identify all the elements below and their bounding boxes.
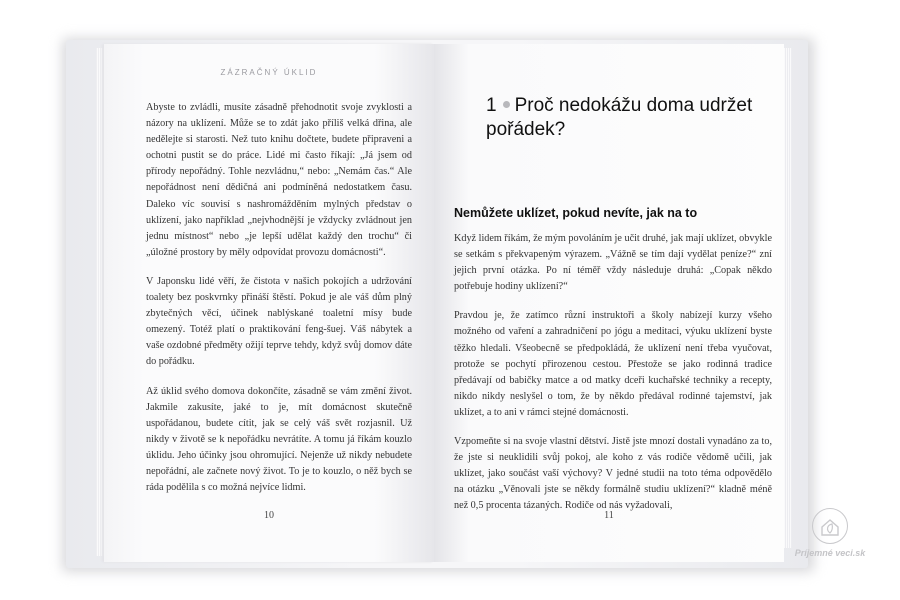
left-page [104, 44, 434, 562]
bullet-dot-icon [503, 101, 510, 108]
chapter-title [486, 94, 766, 142]
leaf-house-icon [812, 508, 848, 544]
running-head: ZÁZRAČNÝ ÚKLID [220, 68, 318, 77]
paragraph: Až úklid svého domova dokončíte, zásadně se vám změní život. Jakmile zakusíte, jaké to je, mít domácnost skutečně uspořádanou, budete cítit, jak se celý váš svět rozjasnil. Už nikdy v životě se k nepořádku nevrátíte. A tomu já říkám kouzlo úklidu. Jeho účinky jsou ohromující. Nejenže už nikdy nebudete nepořádní, ale začnete nový život. To je to kouzlo, o něž bych se ráda podělila s co možná nejvíce lidmi. [146, 385, 412, 494]
paragraph: Abyste to zvládli, musíte zásadně přehodnotit svoje zvyklosti a názory na uklízení. Může se to zdát jako příliš velká dřina, ale nedělejte si starosti. Než tuto knihu dočtete, budete připraveni a ochotni pustit se do práce. Lidé mi často říkají: „Já jsem od přírody nepořádný. Tohle nezvládnu,“ nebo: „Nemám čas.“ Ale nepořádnost není dědičná ani podmíněná nedostatkem času. Daleko víc souvisí s nashromážděním mylných představ o uklízení, jako například „nejvhodnější je vždycky zvládnout jen jednu místnost“ nebo „je lepší udělat každý den trochu“ či „úložné prostory by měly odpovídat provozu domácnosti“. [146, 102, 412, 258]
chapter-number: 1 [486, 95, 497, 116]
paragraph: Pravdou je, že zatímco různí instruktoři a školy nabízejí kurzy všeho možného od vaření a zahradničení po jógu a meditaci, výuku uklízení byste těžko hledali. Všeobecně se předpokládá, že uklízení není třeba vyučovat, protože se pochytí přirozenou cestou. Přestože se jako rodinná tradice předávají od babičky matce a od matky dceři kuchařské techniky a recepty, nikdo nikdy neslyšel o tom, že by někdo předával rodinné tajemství, jak uklízet, a to ani v rámci stejné domácnosti. [454, 310, 772, 418]
left-text-column [146, 100, 412, 509]
page-number: 11 [604, 510, 614, 521]
watermark [790, 508, 870, 578]
chapter-title-text: Proč nedokážu doma udržet pořádek? [486, 95, 753, 140]
right-text-column [454, 231, 772, 528]
paragraph: V Japonsku lidé věří, že čistota v našich pokojích a udržování toalety bez poskvrnky přináší štěstí. Pokud je ale váš dům plný zbytečných věcí, účinek nablýskané toaletní mísy bude omezený. Totéž platí o praktikování feng-šuej. Váš nábytek a vaše ozdobné předměty ožijí teprve tehdy, když svůj domov dáte do pořádku. [146, 275, 412, 368]
section-heading: Nemůžete uklízet, pokud nevíte, jak na to [454, 206, 698, 220]
paragraph: Když lidem říkám, že mým povoláním je učit druhé, jak mají uklízet, obvykle se setkám s překvapeným výrazem. „Vážně se tím dají vydělat peníze?“ zní jejich první otázka. Po ní téměř vždy následuje druhá: „Copak někdo potřebuje hodiny uklízení?“ [454, 233, 772, 293]
page-number: 10 [264, 510, 274, 521]
right-page [434, 44, 784, 562]
paragraph: Vzpomeňte si na svoje vlastní dětství. Jistě jste mnozí dostali vynadáno za to, že jste si neuklidili svůj pokoj, ale koho z vás rodiče vědomě učili, jak uklízet, jako součást vaší výchovy? V jedné studii na toto téma odpovědělo na otázku „Věnovali jste se někdy formálně studiu uklízení?“ kladně méně než 0,5 procenta tázaných. Rodiče od nás vyžadovali, [454, 436, 772, 512]
watermark-text: Príjemné veci.sk [794, 548, 866, 558]
